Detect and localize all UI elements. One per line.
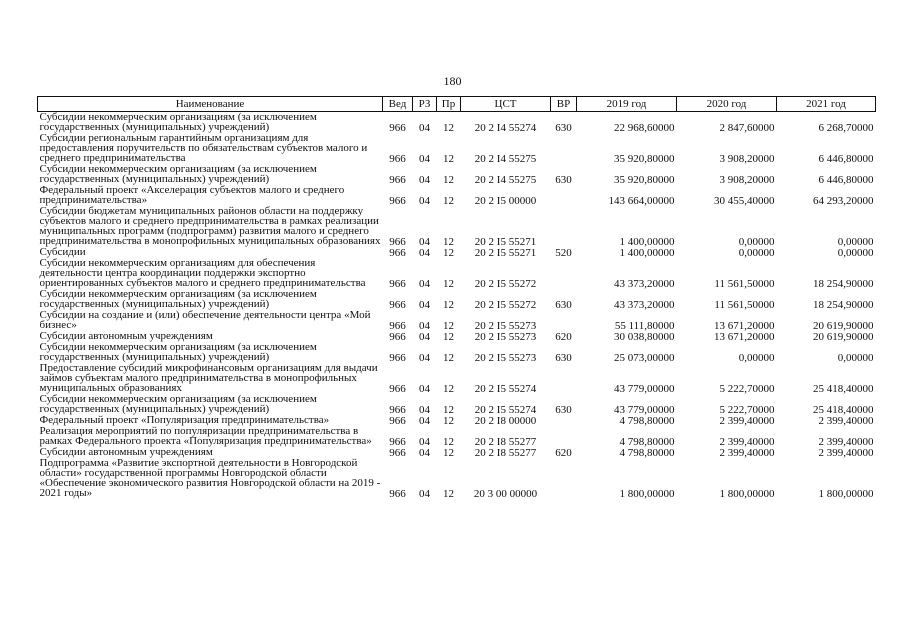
table-cell-pr: 12 — [443, 352, 454, 364]
table-cell-cst: 20 2 I8 55277 — [474, 436, 537, 448]
table-cell-vr — [551, 310, 577, 331]
table-cell-2020: 13 671,20000 — [714, 331, 775, 343]
table-row — [38, 394, 876, 415]
header-2020: 2020 год — [677, 97, 777, 112]
table-row — [38, 342, 876, 363]
table-header-row — [38, 97, 876, 112]
table-cell-2019: 30 038,80000 — [614, 331, 675, 343]
table-cell-ved: 966 — [389, 320, 406, 332]
table-cell-rz: 04 — [419, 331, 430, 343]
table-cell-name: Субсидии бюджетам муниципальных районов области на поддержку субъектов малого и среднего предпринимательства в рамках реализации муниципальных программ (подпрограмм) развития малого и среднего предпринимательства в монопрофильных муниципальных образованиях — [39, 205, 381, 247]
table-cell-ved: 966 — [389, 331, 406, 343]
table-cell-ved: 966 — [389, 436, 406, 448]
table-cell-ved: 966 — [389, 236, 406, 248]
table-cell-cst: 20 2 I4 55274 — [474, 122, 537, 134]
table-cell-2019: 25 073,00000 — [614, 352, 675, 364]
table-cell-rz: 04 — [419, 247, 430, 259]
table-cell-cst: 20 2 I5 55271 — [474, 236, 537, 248]
table-cell-2020: 3 908,20000 — [719, 153, 775, 165]
table-cell-2020: 2 399,40000 — [719, 436, 775, 448]
table-cell-vr: 520 — [555, 247, 572, 259]
table-cell-cst: 20 2 I5 55274 — [474, 404, 537, 416]
table-cell-vr: 630 — [555, 299, 572, 311]
header-vr: ВР — [551, 97, 577, 112]
table-cell-2019: 43 779,00000 — [614, 383, 675, 395]
table-cell-name: Субсидии некоммерческим организациям (за исключением государственных (муниципальных) учреждений) — [39, 163, 317, 185]
table-cell-2020: 30 455,40000 — [714, 195, 775, 207]
table-cell-ved: 966 — [389, 352, 406, 364]
table-cell-vr — [551, 206, 577, 247]
table-cell-pr: 12 — [443, 122, 454, 134]
table-cell-cst: 20 2 I8 00000 — [474, 415, 537, 427]
table-row — [38, 112, 876, 134]
table-cell-rz: 04 — [419, 436, 430, 448]
table-cell-ved: 966 — [389, 247, 406, 259]
table-cell-2019: 43 779,00000 — [614, 404, 675, 416]
table-cell-cst: 20 2 I4 55275 — [474, 174, 537, 186]
table-row — [38, 363, 876, 394]
table-cell-rz: 04 — [419, 153, 430, 165]
table-cell-cst: 20 2 I5 55273 — [474, 352, 537, 364]
table-cell-ved: 966 — [389, 404, 406, 416]
table-row — [38, 458, 876, 499]
table-cell-2021: 6 446,80000 — [818, 153, 874, 165]
table-cell-2020: 13 671,20000 — [714, 320, 775, 332]
page-number: 180 — [443, 74, 462, 88]
table-cell-vr — [551, 415, 577, 426]
table-cell-rz: 04 — [419, 352, 430, 364]
table-row — [38, 258, 876, 289]
table-cell-2020: 2 847,60000 — [719, 122, 775, 134]
header-ved: Вед — [383, 97, 413, 112]
table-cell-2021: 18 254,90000 — [813, 278, 874, 290]
table-cell-2019: 1 800,00000 — [619, 488, 675, 500]
table-cell-name: Субсидии некоммерческим организациям (за исключением государственных (муниципальных) учреждений) — [39, 288, 317, 310]
table-cell-pr: 12 — [443, 383, 454, 395]
table-cell-2019: 35 920,80000 — [614, 174, 675, 186]
table-cell-vr — [551, 185, 577, 206]
table-cell-name: Субсидии некоммерческим организациям (за исключением государственных (муниципальных) учреждений) — [39, 393, 317, 415]
table-cell-cst: 20 2 I8 55277 — [474, 447, 537, 459]
table-cell-rz: 04 — [419, 383, 430, 395]
table-cell-ved: 966 — [389, 415, 406, 427]
table-cell-pr: 12 — [443, 436, 454, 448]
table-cell-vr: 630 — [555, 404, 572, 416]
table-cell-name: Субсидии — [39, 246, 86, 258]
table-cell-vr: 630 — [555, 122, 572, 134]
table-cell-vr: 630 — [555, 352, 572, 364]
table-cell-pr: 12 — [443, 299, 454, 311]
table-cell-rz: 04 — [419, 488, 430, 500]
table-cell-2019: 1 400,00000 — [619, 247, 675, 259]
table-cell-pr: 12 — [443, 488, 454, 500]
header-2021: 2021 год — [777, 97, 876, 112]
table-cell-2021: 18 254,90000 — [813, 299, 874, 311]
table-cell-rz: 04 — [419, 195, 430, 207]
table-cell-name: Предоставление субсидий микрофинансовым организациям для выдачи займов субъектам малого предпринимательства в монопрофильных муниципальных образованиях — [39, 362, 378, 394]
table-cell-cst: 20 2 I5 00000 — [474, 195, 537, 207]
table-row — [38, 133, 876, 164]
table-cell-cst: 20 2 I5 55271 — [474, 247, 537, 259]
table-cell-2020: 0,00000 — [738, 236, 775, 248]
table-cell-rz: 04 — [419, 278, 430, 290]
table-cell-2021: 0,00000 — [837, 352, 874, 364]
table-cell-pr: 12 — [443, 278, 454, 290]
table-cell-cst: 20 2 I5 55274 — [474, 383, 537, 395]
table-row — [38, 185, 876, 206]
table-cell-cst: 20 2 I5 55273 — [474, 331, 537, 343]
table-cell-2021: 25 418,40000 — [813, 383, 874, 395]
table-cell-name: Реализация мероприятий по популяризации предпринимательства в рамках Федерального проекта «Популяризация предпринимательства» — [39, 425, 372, 447]
table-cell-vr — [551, 363, 577, 394]
table-cell-rz: 04 — [419, 299, 430, 311]
table-cell-name: Субсидии автономным учреждениям — [39, 446, 213, 458]
table-cell-2021: 2 399,40000 — [818, 447, 874, 459]
table-cell-2019: 35 920,80000 — [614, 153, 675, 165]
table-cell-2021: 64 293,20000 — [813, 195, 874, 207]
table-cell-cst: 20 2 I5 55273 — [474, 320, 537, 332]
table-cell-vr: 630 — [555, 174, 572, 186]
budget-table — [37, 96, 876, 499]
table-cell-2019: 4 798,80000 — [619, 436, 675, 448]
table-cell-name: Субсидии региональным гарантийным организациям для предоставления поручительств по обязательствам субъектов малого и среднего предпринимательства — [39, 132, 368, 164]
table-cell-rz: 04 — [419, 447, 430, 459]
header-2019: 2019 год — [577, 97, 677, 112]
table-cell-vr — [551, 426, 577, 447]
header-rz: РЗ — [413, 97, 437, 112]
table-cell-cst: 20 2 I5 55272 — [474, 278, 537, 290]
table-row — [38, 164, 876, 185]
table-cell-pr: 12 — [443, 320, 454, 332]
table-cell-rz: 04 — [419, 122, 430, 134]
table-cell-2019: 43 373,20000 — [614, 278, 675, 290]
table-row — [38, 289, 876, 310]
table-cell-pr: 12 — [443, 174, 454, 186]
table-cell-vr: 620 — [555, 447, 572, 459]
table-cell-2019: 143 664,00000 — [608, 195, 675, 207]
table-cell-ved: 966 — [389, 122, 406, 134]
table-cell-pr: 12 — [443, 236, 454, 248]
table-cell-2020: 5 222,70000 — [719, 404, 775, 416]
table-cell-2020: 11 561,50000 — [714, 299, 775, 311]
table-cell-ved: 966 — [389, 153, 406, 165]
table-cell-2019: 43 373,20000 — [614, 299, 675, 311]
header-pr: Пр — [437, 97, 461, 112]
header-name: Наименование — [38, 97, 383, 112]
table-cell-pr: 12 — [443, 195, 454, 207]
table-cell-pr: 12 — [443, 247, 454, 259]
header-cst: ЦСТ — [461, 97, 551, 112]
table-cell-name: Подпрограмма «Развитие экспортной деятельности в Новгородской области» государственной программы Новгородской области «Обеспечение экономического развития Новгородской области на 2019 - 2021 годы» — [39, 457, 381, 499]
table-cell-name: Субсидии некоммерческим организациям (за исключением государственных (муниципальных) учреждений) — [39, 341, 317, 363]
table-cell-rz: 04 — [419, 236, 430, 248]
table-body — [38, 112, 876, 500]
table-cell-ved: 966 — [389, 383, 406, 395]
table-cell-2020: 2 399,40000 — [719, 447, 775, 459]
table-cell-2021: 6 446,80000 — [818, 174, 874, 186]
table-cell-2019: 55 111,80000 — [614, 320, 675, 332]
table-cell-pr: 12 — [443, 331, 454, 343]
table-cell-pr: 12 — [443, 447, 454, 459]
table-cell-2019: 4 798,80000 — [619, 447, 675, 459]
table-cell-2021: 2 399,40000 — [818, 436, 874, 448]
table-row — [38, 310, 876, 331]
table-cell-2020: 1 800,00000 — [719, 488, 775, 500]
table-cell-cst: 20 2 I5 55272 — [474, 299, 537, 311]
table-cell-2020: 3 908,20000 — [719, 174, 775, 186]
table-cell-2021: 6 268,70000 — [818, 122, 874, 134]
table-cell-ved: 966 — [389, 299, 406, 311]
table-cell-cst: 20 3 00 00000 — [473, 488, 538, 500]
table-cell-name: Субсидии некоммерческим организациям для обеспечения деятельности центра координации поддержки экспортно ориентированных субъектов малого и среднего предпринимательства — [39, 257, 366, 289]
table-cell-rz: 04 — [419, 320, 430, 332]
table-cell-ved: 966 — [389, 174, 406, 186]
table-cell-2021: 0,00000 — [837, 247, 874, 259]
table-row — [38, 426, 876, 447]
table-cell-2021: 20 619,90000 — [813, 320, 874, 332]
table-cell-name: Федеральный проект «Популяризация предпринимательства» — [39, 414, 330, 426]
table-cell-rz: 04 — [419, 404, 430, 416]
table-cell-ved: 966 — [389, 447, 406, 459]
table-cell-2020: 0,00000 — [738, 247, 775, 259]
table-cell-2021: 1 800,00000 — [818, 488, 874, 500]
table-cell-2020: 11 561,50000 — [714, 278, 775, 290]
table-cell-ved: 966 — [389, 488, 406, 500]
table-cell-ved: 966 — [389, 195, 406, 207]
table-cell-2019: 22 968,60000 — [614, 122, 675, 134]
table-cell-2020: 0,00000 — [738, 352, 775, 364]
table-cell-name: Субсидии автономным учреждениям — [39, 330, 213, 342]
table-cell-vr — [551, 133, 577, 164]
table-cell-ved: 966 — [389, 278, 406, 290]
table-cell-name: Субсидии на создание и (или) обеспечение деятельности центра «Мой бизнес» — [39, 309, 371, 331]
table-cell-2021: 2 399,40000 — [818, 415, 874, 427]
table-cell-2021: 20 619,90000 — [813, 331, 874, 343]
table-cell-2021: 25 418,40000 — [813, 404, 874, 416]
table-cell-pr: 12 — [443, 153, 454, 165]
table-cell-rz: 04 — [419, 174, 430, 186]
table-cell-vr — [551, 458, 577, 499]
table-cell-name: Федеральный проект «Акселерация субъектов малого и среднего предпринимательства» — [39, 184, 345, 206]
table-cell-2020: 5 222,70000 — [719, 383, 775, 395]
table-cell-2020: 2 399,40000 — [719, 415, 775, 427]
table-row — [38, 206, 876, 247]
table-cell-cst: 20 2 I4 55275 — [474, 153, 537, 165]
table-cell-vr — [551, 258, 577, 289]
table-cell-rz: 04 — [419, 415, 430, 427]
table-cell-pr: 12 — [443, 404, 454, 416]
table-cell-2019: 1 400,00000 — [619, 236, 675, 248]
table-cell-name: Субсидии некоммерческим организациям (за исключением государственных (муниципальных) учреждений) — [39, 111, 317, 133]
table-cell-pr: 12 — [443, 415, 454, 427]
table-cell-vr: 620 — [555, 331, 572, 343]
table-cell-2019: 4 798,80000 — [619, 415, 675, 427]
table-cell-2021: 0,00000 — [837, 236, 874, 248]
